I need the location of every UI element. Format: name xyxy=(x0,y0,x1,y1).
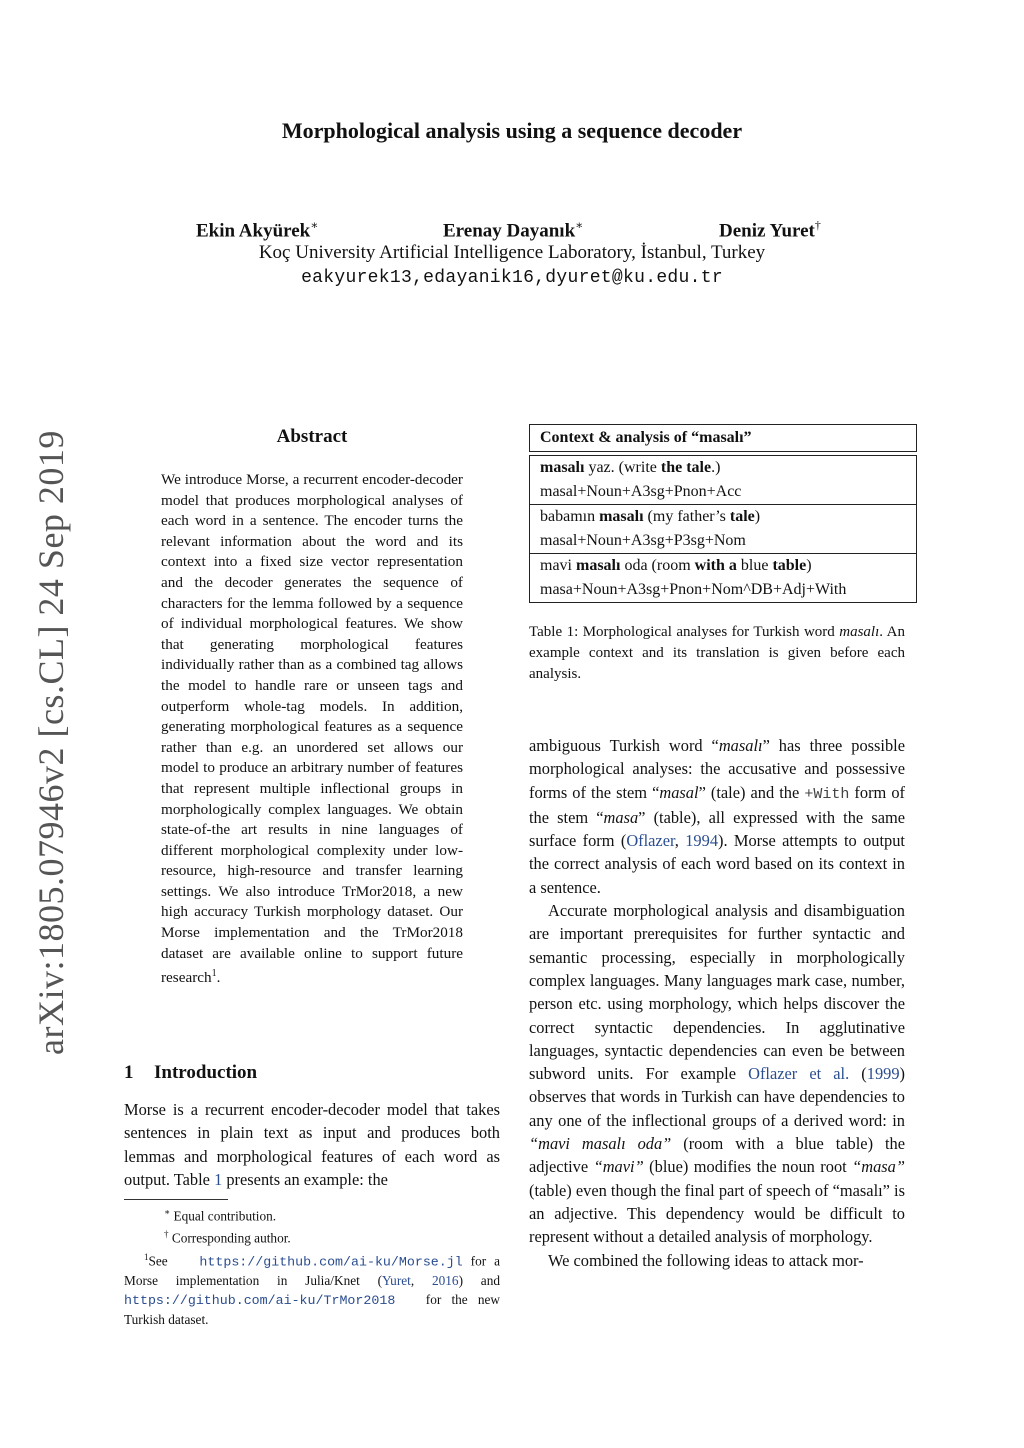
table-row: mavi masalı oda (room with a blue table) masa+Noun+A3sg+Pnon+Nom^DB+Adj+With xyxy=(529,554,917,603)
footnote-1: $^1$See https://github.com/ai-ku/Morse.jl for a Morse implementation in Julia/Knet (Yuret, 2016) and https://github.com/ai-ku/TrMor2018 for the new Turkish dataset. xyxy=(124,1251,501,1328)
citation-year-link[interactable]: 1994 xyxy=(685,831,719,851)
footnote-rule xyxy=(124,1199,228,1200)
author-1: Ekin Akyürek∗ xyxy=(196,218,319,242)
author-2: Erenay Dayanık∗ xyxy=(443,218,584,242)
author-3: Deniz Yuret† xyxy=(719,218,821,242)
footnote-equal: ∗ Equal contribution. xyxy=(164,1207,277,1224)
paragraph-accurate: Accurate morphological analysis and disambiguation are important prerequisites for further syntactic and semantic processing, especially in morphologically complex languages. Many languages mark case, number, person etc. using morphology, which helps discover the correct syntactic dependencies. In agglutinative languages, syntactic dependencies can even be between subword units. For example Oflazer et al. (1999) observes that words in Turkish can have dependencies to any one of the inflectional groups of a derived word: in “mavi masalı oda” (room with a blue table) the adjective “mavi” (blue) modifies the noun root “masa” (table) even though the final part of speech of “masalı” is an adjective. This dependency would be difficult to represent without a detailed analysis of morphology. xyxy=(529,901,905,1247)
arxiv-identifier: arXiv:1805.07946v2 [cs.CL] 24 Sep 2019 xyxy=(31,430,71,1055)
paragraph-ambiguous: ambiguous Turkish word “masalı” has three possible morphological analyses: the accusative and possessive forms of the stem “masal” (tale) and the +With form of the stem “masa” (table), all expressed with the same surface form (Oflazer, 1994). Morse attempts to output the correct analysis of each word based on its context in a sentence. xyxy=(529,736,905,897)
right-column-text xyxy=(529,734,905,1272)
abstract-heading: Abstract xyxy=(276,426,348,447)
morph-table xyxy=(529,424,917,603)
trmor-url-link[interactable]: https://github.com/ai-ku/TrMor2018 xyxy=(124,1293,396,1309)
citation-year-link[interactable]: 1999 xyxy=(866,1064,900,1084)
morse-url-link[interactable]: https://github.com/ai-ku/Morse.jl xyxy=(199,1254,463,1270)
table-header: Context & analysis of “masalı” xyxy=(529,424,917,452)
table-caption: Table 1: Morphological analyses for Turkish word masalı. An example context and its translation is given before each analysis. xyxy=(529,624,905,682)
table-row: babamın masalı (my father’s tale) masal+Noun+A3sg+P3sg+Nom xyxy=(529,505,917,554)
citation-link[interactable]: Oflazer et al. xyxy=(748,1064,850,1084)
table-ref-link[interactable]: 1 xyxy=(214,1169,223,1189)
paragraph-combined: We combined the following ideas to attack mor- xyxy=(548,1250,864,1270)
footnote-mark: 1 xyxy=(211,968,217,980)
footnote-corresponding: † Corresponding author. xyxy=(164,1229,291,1246)
abstract-text: We introduce Morse, a recurrent encoder-decoder model that produces morphological analyses of each word in a sentence. The encoder turns the relevant information about the word and its context into a fixed size vector representation and the decoder generates the sequence of characters for the lemma followed by a sequence of individual morphological features. We show that generating morphological features individually rather than as a combined tag allows the model to handle rare or unseen tags and outperform whole-tag models. In addition, generating morphological features as a sequence rather than e.g. an unordered set allows our model to produce an arbitrary number of features that represent multiple inflectional groups in morphologically complex languages. We obtain state-of-the art results in nine languages of different morphological complexity under low-resource, high-resource and transfer learning settings. We also introduce TrMor2018, a new high accuracy Turkish morphology dataset. Our Morse implementation and the TrMor2018 dataset are available online to support future research$^1$. xyxy=(161,471,463,987)
intro-paragraph: Morse is a recurrent encoder-decoder model that takes sentences in plain text as input and produces both lemmas and morphological features of each word as output. Table 1 presents an example: the xyxy=(124,1100,500,1189)
citation-link[interactable]: Oflazer xyxy=(626,831,675,851)
footnotes xyxy=(124,1203,500,1329)
table-row: masalı yaz. (write the tale.) masal+Noun+A3sg+Pnon+Acc xyxy=(529,455,917,505)
email: eakyurek13,edayanik16,dyuret@ku.edu.tr xyxy=(301,268,723,288)
paper-title: Morphological analysis using a sequence decoder xyxy=(281,118,743,143)
section-heading: 1 Introduction xyxy=(124,1062,258,1083)
affiliation: Koç University Artificial Intelligence Laboratory, İstanbul, Turkey xyxy=(258,242,766,263)
